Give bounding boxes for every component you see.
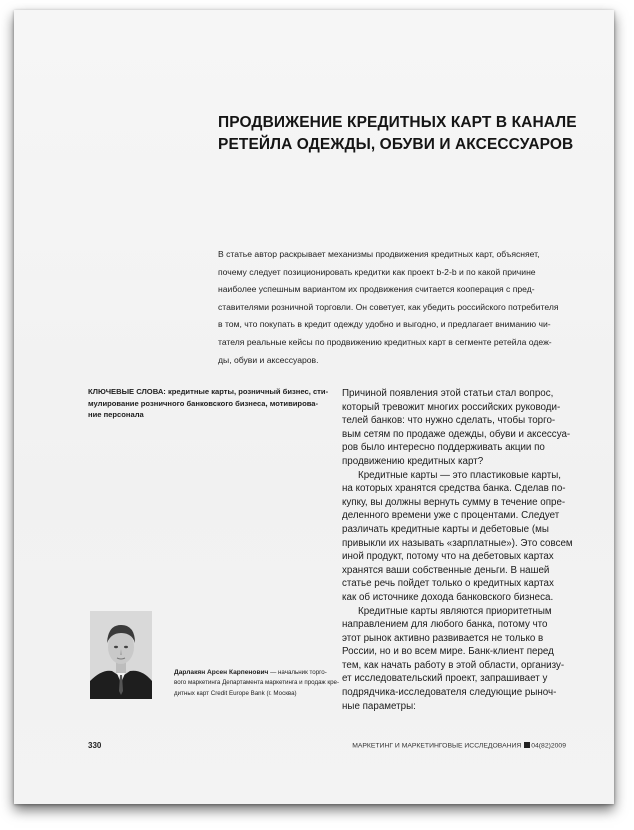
body-line: который тревожит многих российских руководи-	[342, 401, 561, 413]
body-line: ров было интересно поддерживать акции по	[342, 442, 545, 454]
article-body	[342, 387, 592, 713]
body-line: России, но и во всем мире. Банк-клиент перед	[342, 646, 554, 658]
body-line: этот рынок активно развивается не только в	[342, 632, 544, 644]
keywords-line: ние персонала	[88, 410, 144, 419]
body-line: ет исследовательский проект, запрашивает у	[342, 673, 548, 685]
body-line: различать кредитные карты и дебетовые (мы	[342, 523, 549, 535]
body-line: деленного времени уже с процентами. Следует	[342, 510, 560, 522]
body-line: Кредитные карты — это пластиковые карты,	[358, 469, 561, 481]
body-line: направлением для любого банка, потому что	[342, 619, 548, 631]
body-line: вым сетям по продаже одежды, обуви и аксессуа-	[342, 428, 571, 440]
journal-name: МАРКЕТИНГ И МАРКЕТИНГОВЫЕ ИССЛЕДОВАНИЯ	[352, 742, 522, 750]
author-line-2: вого маркетинга Департамента маркетинга и продаж кре-	[174, 679, 340, 687]
abstract-line: тателя реальные кейсы по продвижению кредитных карт в сегменте ретейла одеж-	[218, 336, 552, 347]
author-name: Дарлакян Арсен Карпенович	[174, 669, 269, 676]
abstract-line: В статье автор раскрывает механизмы продвижения кредитных карт, объясняет,	[218, 249, 540, 259]
document-page	[14, 10, 614, 804]
article-title-line-1: ПРОДВИЖЕНИЕ КРЕДИТНЫХ КАРТ В КАНАЛЕ	[218, 114, 577, 131]
body-line: Причиной появления этой статьи стал вопрос,	[342, 388, 554, 399]
body-line: иной продукт, потому что на дебетовых картах	[342, 551, 554, 563]
running-footer	[352, 742, 566, 750]
author-line-3: дитных карт Credit Europe Bank (г. Москва)	[174, 689, 297, 697]
page-number: 330	[88, 741, 102, 750]
author-portrait-image	[90, 611, 152, 699]
body-line: хранятся ваши собственные деньги. В нашей	[342, 564, 550, 576]
body-line: привыкли их называть «зарплатные»). Это совсем	[342, 537, 573, 549]
body-line: подрядчика-исследователя следующие рыноч-	[342, 687, 557, 699]
body-line: как об источнике дохода банковского бизнеса.	[342, 591, 554, 603]
author-photo	[90, 611, 152, 699]
author-role-start: — начальник торго-	[268, 669, 327, 676]
abstract-line: наиболее успешным вариантом их продвижения считается кооперация с пред-	[218, 284, 535, 295]
article-abstract	[218, 246, 594, 369]
abstract-line: в том, что покупать в кредит одежду удобно и выгодно, и предлагает вниманию чи-	[218, 319, 551, 330]
article-title-line-2: РЕТЕЙЛА ОДЕЖДЫ, ОБУВИ И АКСЕССУАРОВ	[218, 136, 574, 153]
body-line: телей банков: что нужно сделать, чтобы торго-	[342, 415, 556, 427]
author-line-1	[174, 668, 334, 678]
issue-number: 04(82)2009	[531, 742, 566, 750]
body-line: продвижению кредитных карт?	[342, 455, 484, 467]
square-separator-icon	[524, 742, 530, 748]
body-line: на которых хранятся средства банка. Сделав по-	[342, 483, 566, 495]
author-info	[174, 668, 340, 699]
keywords-line: КЛЮЧЕВЫЕ СЛОВА: кредитные карты, розничный бизнес, сти-	[88, 387, 329, 396]
abstract-line: почему следует позиционировать кредитки как проект b-2-b и по какой причине	[218, 266, 536, 277]
keywords-line: мулирование розничного банковского бизнеса, мотивирова-	[88, 398, 319, 408]
body-line: Кредитные карты являются приоритетным	[358, 605, 552, 617]
abstract-line: ды, обуви и аксессуаров.	[218, 354, 319, 365]
keywords-block	[88, 386, 329, 421]
abstract-line: ставителями розничной торговли. Он советует, как убедить российского потребителя	[218, 301, 559, 312]
body-line: ные параметры:	[342, 700, 416, 712]
article-title	[218, 112, 598, 156]
body-line: купку, вы должны вернуть сумму в течение опре-	[342, 496, 566, 508]
body-line: статье речь пойдет только о кредитных картах	[342, 578, 554, 590]
body-line: тем, как начать работу в этой области, организу-	[342, 659, 565, 671]
